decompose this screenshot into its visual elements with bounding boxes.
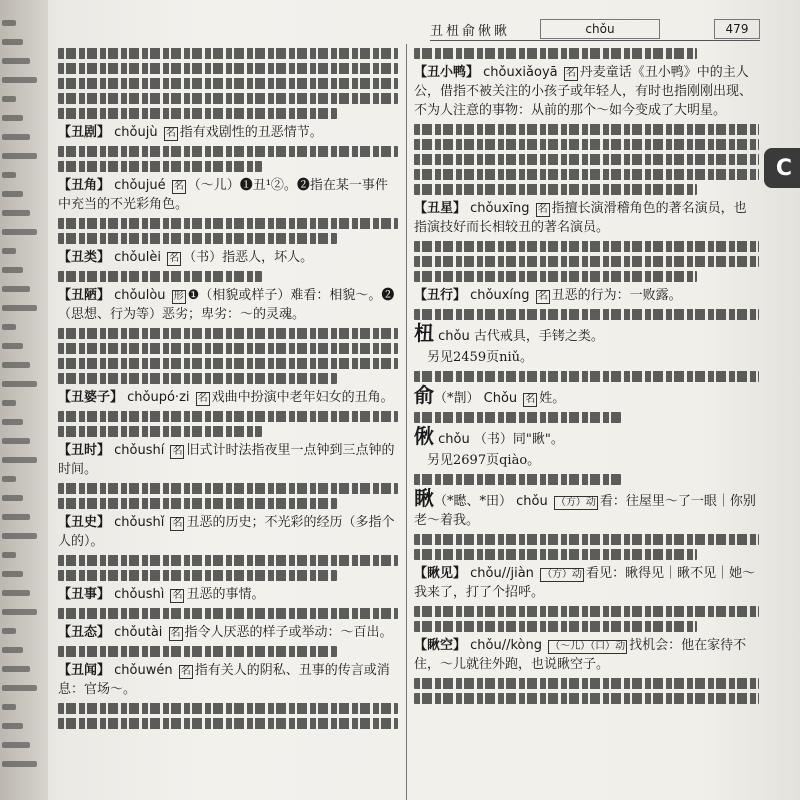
entry-definition: 指有戏剧性的丑恶情节。: [179, 125, 323, 140]
tibetan-line: [58, 271, 262, 282]
entry-headword: 【丑剧】: [58, 125, 111, 140]
dictionary-entry: [414, 286, 759, 305]
page-edge-text-line: [2, 628, 16, 634]
entry-headword: 【丑婆子】: [58, 390, 124, 405]
page-edge-text-line: [2, 495, 23, 501]
part-of-speech-tag: 名: [565, 68, 576, 79]
entry-headword: 瞅: [414, 486, 434, 510]
dictionary-entry: [58, 623, 398, 642]
tibetan-line: [414, 139, 759, 150]
dictionary-entry: [58, 123, 398, 142]
cross-reference: 另见2459页niǔ。: [414, 350, 533, 365]
tibetan-line: [414, 678, 759, 689]
dictionary-entry: [58, 661, 398, 699]
tibetan-line: [58, 146, 398, 157]
page-edge-text-line: [2, 172, 16, 178]
running-head: [430, 18, 760, 41]
part-of-speech-tag: 名: [169, 253, 180, 264]
part-of-speech-tag: 名: [197, 393, 208, 404]
page-edge-text-line: [2, 704, 16, 710]
entry-headword: 【丑态】: [58, 625, 111, 640]
entry-definition: 姓。: [539, 391, 566, 406]
entry-headword: 【丑陋】: [58, 288, 111, 303]
entry-definition: （～儿）❶丑¹②。❷指在某一事件中充当的不光彩角色。: [58, 178, 388, 212]
entry-definition: 丑恶的行为：一败露。: [551, 288, 682, 303]
dictionary-entry: [414, 63, 759, 120]
page-edge-text-line: [2, 267, 23, 273]
entry-definition: 看：往屋里～了一眼｜你别老～着我。: [414, 494, 756, 528]
page-edge-text-line: [2, 20, 16, 26]
tibetan-line: [58, 483, 398, 494]
tibetan-line: [58, 78, 398, 89]
part-of-speech-tag: 名: [172, 590, 183, 601]
entry-definition: 丑恶的事情。: [186, 587, 265, 602]
entry-pinyin: chǒushǐ: [110, 515, 169, 530]
page-edge-text-line: [2, 153, 37, 159]
entry-headword: 【丑类】: [58, 250, 111, 265]
page-edge-text-line: [2, 419, 23, 425]
part-of-speech-tag: 名: [537, 204, 548, 215]
tibetan-line: [414, 412, 621, 423]
entry-headword: 【丑星】: [414, 201, 467, 216]
entry-definition: 丑恶的历史；不光彩的经历（多指个人的）。: [58, 515, 395, 549]
part-of-speech-tag: 名: [537, 291, 548, 302]
page-edge-text-line: [2, 761, 37, 767]
part-of-speech-tag: （方）动: [555, 497, 596, 508]
tibetan-line: [58, 63, 398, 74]
entry-headword: 【丑事】: [58, 587, 111, 602]
dictionary-entry: [414, 383, 759, 408]
page-edge-text-line: [2, 457, 37, 463]
tibetan-line: [58, 555, 398, 566]
entry-headword: 【丑史】: [58, 515, 111, 530]
tibetan-line: [58, 93, 398, 104]
tibetan-line: [414, 48, 697, 59]
section-tab: C: [764, 148, 800, 188]
tibetan-line: [58, 343, 398, 354]
entry-definition: ❶（相貌或样子）难看：相貌～。❷（思想、行为等）恶劣；卑劣：～的灵魂。: [58, 288, 395, 322]
part-of-speech-tag: （～儿）（口）动: [550, 641, 626, 652]
part-of-speech-tag: 名: [173, 181, 184, 192]
page-number: 479: [714, 19, 760, 39]
entry-definition: 看见：瞅得见｜瞅不见｜她～我来了，打了个招呼。: [414, 566, 756, 600]
entry-pinyin: chǒu//jiàn: [466, 566, 539, 581]
entry-headword: 【丑时】: [58, 443, 111, 458]
page-edge-text-line: [2, 115, 23, 121]
entry-pinyin: chǒushí: [110, 443, 169, 458]
left-page-edge: [0, 0, 48, 800]
entry-headword: 【瞅见】: [414, 566, 467, 581]
entry-definition: 找机会：他在家待不住，～儿就往外跑，也说瞅空子。: [414, 638, 747, 672]
entry-pinyin: chǒuxiǎoyā: [479, 65, 562, 80]
tibetan-line: [414, 184, 697, 195]
page-edge-text-line: [2, 324, 16, 330]
tibetan-line: [414, 621, 697, 632]
page-edge-text-line: [2, 248, 16, 254]
tibetan-line: [414, 693, 759, 704]
tibetan-line: [58, 328, 398, 339]
entry-pinyin: chǒu: [434, 432, 474, 447]
tibetan-line: [414, 606, 759, 617]
column-divider: [406, 44, 407, 800]
entry-pinyin: chǒulòu: [110, 288, 170, 303]
entry-pinyin: chǒushì: [110, 587, 169, 602]
part-of-speech-tag: 名: [172, 518, 183, 529]
entry-headword: 【瞅空】: [414, 638, 467, 653]
tibetan-line: [58, 608, 398, 619]
entry-pinyin: chǒujù: [110, 125, 162, 140]
part-of-speech-tag: 名: [525, 394, 536, 405]
page-edge-text-line: [2, 476, 16, 482]
entry-pinyin: chǒupó·zi: [123, 390, 194, 405]
tibetan-line: [414, 534, 759, 545]
part-of-speech-tag: 名: [170, 628, 181, 639]
entry-pinyin: chǒujué: [110, 178, 170, 193]
entry-pinyin: chǒuxīng: [466, 201, 534, 216]
page-edge-text-line: [2, 58, 30, 64]
entry-definition: 指令人厌恶的样子或举动：～百出。: [184, 625, 393, 640]
tibetan-line: [58, 358, 398, 369]
dictionary-entry: [58, 248, 398, 267]
part-of-speech-tag: 名: [165, 128, 176, 139]
dictionary-entry: [414, 424, 759, 449]
tibetan-line: [58, 703, 398, 714]
tibetan-line: [414, 241, 759, 252]
page-edge-text-line: [2, 305, 37, 311]
tibetan-line: [414, 169, 759, 180]
page-edge-text-line: [2, 438, 30, 444]
part-of-speech-tag: 名: [172, 446, 183, 457]
entry-pinyin: Chǒu: [479, 391, 522, 406]
page-edge-text-line: [2, 742, 30, 748]
entry-pinyin: chǒuxíng: [466, 288, 534, 303]
tibetan-line: [58, 108, 337, 119]
entry-definition: 戏曲中扮演中老年妇女的丑角。: [211, 390, 394, 405]
tibetan-line: [58, 498, 337, 509]
page-edge-text-line: [2, 210, 30, 216]
page-edge-text-line: [2, 96, 16, 102]
page-edge-text-line: [2, 647, 23, 653]
tibetan-line: [414, 154, 759, 165]
page-edge-text-line: [2, 191, 23, 197]
dictionary-entry: [414, 199, 759, 237]
page-edge-text-line: [2, 723, 23, 729]
page-edge-text-line: [2, 685, 37, 691]
page-edge-text-line: [2, 552, 16, 558]
right-column: [414, 44, 759, 708]
entry-pinyin: chǒuwén: [110, 663, 177, 678]
dictionary-entry: [58, 585, 398, 604]
entry-definition: 古代戒具，手铐之类。: [473, 329, 604, 344]
page-edge-text-line: [2, 134, 30, 140]
entry-headword: 俞: [414, 383, 434, 407]
page-edge-text-line: [2, 533, 37, 539]
dictionary-entry: [414, 636, 759, 674]
dictionary-entry: [414, 564, 759, 602]
entry-variant: （*矁、*田）: [434, 494, 513, 509]
entry-definition: 指有关人的阴私、丑事的传言或消息：官场～。: [58, 663, 390, 697]
entry-definition: （书）同"瞅"。: [473, 432, 564, 447]
entry-headword: 【丑行】: [414, 288, 467, 303]
part-of-speech-tag: （方）动: [542, 569, 583, 580]
tibetan-line: [58, 373, 337, 384]
page-edge-text-line: [2, 77, 37, 83]
part-of-speech-tag: 形: [173, 291, 184, 302]
tibetan-line: [58, 161, 262, 172]
entry-pinyin: chǒu//kòng: [466, 638, 547, 653]
entry-headword: 【丑闻】: [58, 663, 111, 678]
tibetan-line: [414, 271, 697, 282]
tibetan-line: [414, 371, 759, 382]
entry-pinyin: chǒu: [434, 329, 474, 344]
entry-definition: 丹麦童话《丑小鸭》中的主人公，借指不被关注的小孩子或年轻人，有时也指刚刚出现、不为人注意的事物：从前的那个～如今变成了大明星。: [414, 65, 753, 118]
tibetan-line: [58, 570, 337, 581]
page-edge-text-line: [2, 381, 37, 387]
tibetan-line: [414, 256, 759, 267]
dictionary-entry: [58, 286, 398, 324]
tibetan-line: [58, 411, 398, 422]
dictionary-entry: [414, 321, 759, 346]
page-edge-text-line: [2, 286, 30, 292]
entry-definition: （书）指恶人，坏人。: [183, 250, 314, 265]
page-edge-text-line: [2, 400, 16, 406]
page-edge-text-line: [2, 590, 30, 596]
tibetan-line: [58, 218, 398, 229]
tibetan-line: [414, 474, 621, 485]
entry-pinyin: chǒu: [512, 494, 552, 509]
tibetan-line: [414, 124, 759, 135]
tibetan-line: [58, 426, 262, 437]
tibetan-line: [414, 549, 697, 560]
entry-headword: 杻: [414, 321, 434, 345]
page-edge-text-line: [2, 229, 37, 235]
header-title: 丑杻俞偢瞅: [430, 23, 511, 39]
dictionary-entry: [414, 486, 759, 530]
tibetan-line: [58, 718, 398, 729]
entry-definition: 指擅长演滑稽角色的著名演员，也指演技好而长相较丑的著名演员。: [414, 201, 747, 235]
entry-variant: （*剒）: [434, 391, 480, 406]
dictionary-entry: [58, 513, 398, 551]
entry-headword: 【丑小鸭】: [414, 65, 480, 80]
dictionary-entry: [58, 176, 398, 214]
entry-definition: 旧式计时法指夜里一点钟到三点钟的时间。: [58, 443, 395, 477]
tibetan-line: [414, 309, 759, 320]
page-edge-text-line: [2, 514, 30, 520]
entry-pinyin: chǒutài: [110, 625, 167, 640]
left-column: [58, 44, 398, 733]
part-of-speech-tag: 名: [180, 666, 191, 677]
page-edge-text-line: [2, 362, 30, 368]
page-edge-text-line: [2, 343, 23, 349]
dictionary-entry: [58, 388, 398, 407]
tibetan-line: [58, 646, 337, 657]
entry-headword: 偢: [414, 424, 434, 448]
page-edge-text-line: [2, 571, 23, 577]
dictionary-entry: [58, 441, 398, 479]
tibetan-line: [58, 233, 337, 244]
page-edge-text-line: [2, 609, 37, 615]
entry-pinyin: chǒulèi: [110, 250, 166, 265]
cross-reference: 另见2697页qiào。: [414, 453, 541, 468]
page-edge-text-line: [2, 39, 23, 45]
header-pinyin: chǒu: [540, 19, 660, 39]
tibetan-line: [58, 48, 398, 59]
page-edge-text-line: [2, 666, 30, 672]
entry-headword: 【丑角】: [58, 178, 111, 193]
